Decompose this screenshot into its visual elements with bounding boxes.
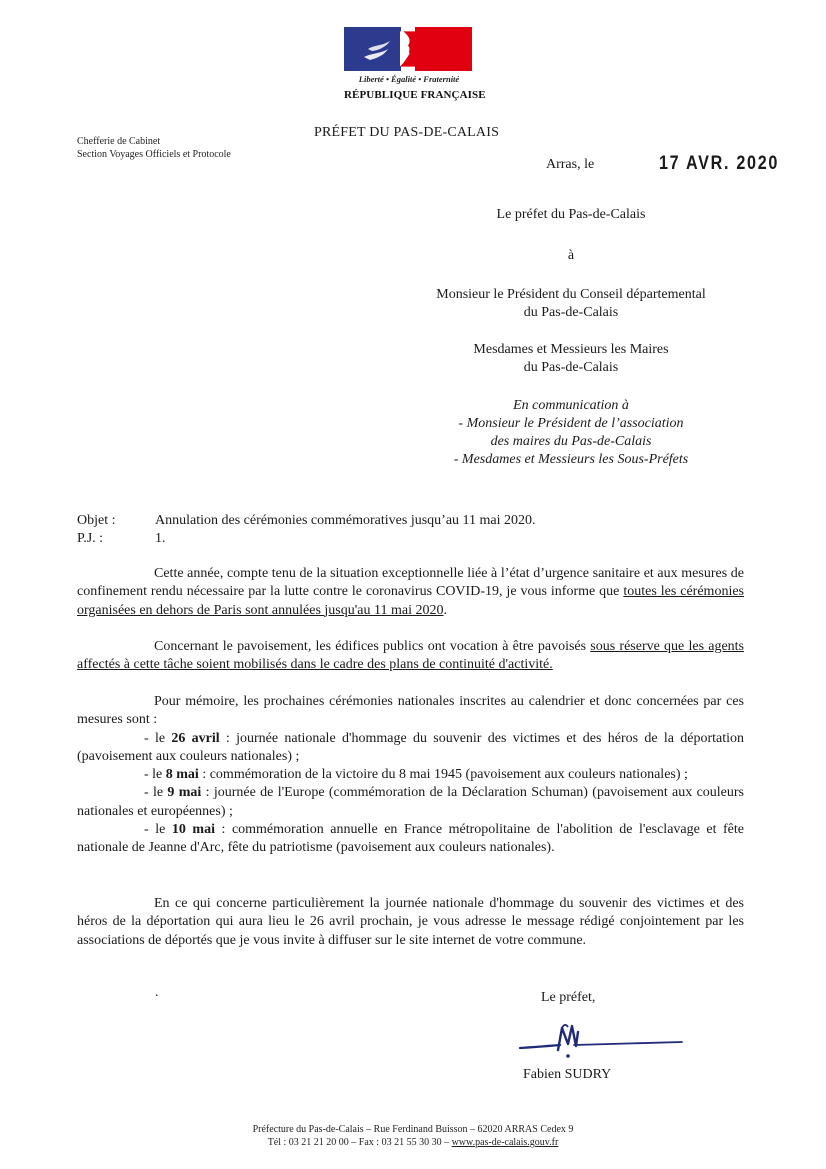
paragraph-3 — [77, 693, 744, 858]
place: Arras, le — [546, 157, 595, 172]
cc-line-2: des maires du Pas-de-Calais — [490, 434, 652, 449]
paragraph-2 — [77, 638, 744, 675]
ceremony-item-2 — [77, 766, 744, 784]
item-2-text: : commémoration de la victoire du 8 mai 1945 (pavoisement aux couleurs nationales) ; — [198, 767, 688, 783]
republic-name: RÉPUBLIQUE FRANÇAISE — [344, 89, 486, 101]
item-3-date: 9 mai — [167, 785, 202, 801]
stray-dot: . — [155, 985, 159, 1000]
marianne-blue-panel — [344, 27, 401, 71]
ceremony-item-4 — [77, 821, 744, 858]
republique-francaise-logo — [344, 27, 486, 101]
item-1-prefix: - le — [144, 730, 172, 746]
service-line-1: Chefferie de Cabinet — [77, 136, 161, 147]
recipient-2-line-1: Mesdames et Messieurs les Maires — [473, 342, 669, 357]
p3-text: Pour mémoire, les prochaines cérémonies nationales inscrites au calendrier et donc concernées par ces mesures sont : — [77, 694, 744, 728]
item-4-date: 10 mai — [171, 822, 215, 838]
recipient-1-line-1: Monsieur le Président du Conseil départemental — [436, 287, 706, 302]
item-1-date: 26 avril — [171, 730, 220, 746]
service-line-2: Section Voyages Officiels et Protocole — [77, 149, 231, 160]
footer-website-link[interactable]: www.pas-de-calais.gouv.fr — [451, 1137, 559, 1148]
marianne-profile-icon — [400, 27, 416, 71]
cc-block — [400, 397, 742, 469]
ceremony-item-3 — [77, 784, 744, 821]
objet-block — [77, 512, 536, 548]
ceremony-item-1 — [77, 730, 744, 767]
marianne-red-panel — [415, 27, 472, 71]
prefet-title: PRÉFET DU PAS-DE-CALAIS — [314, 125, 500, 140]
recipient-2-line-2: du Pas-de-Calais — [523, 360, 619, 375]
p1-underlined: toutes les cérémonies organisées en dehors de Paris sont annulées jusqu'au 11 mai 2020 — [77, 584, 744, 618]
item-3-prefix: - le — [144, 785, 168, 801]
objet-label: Objet : — [77, 513, 116, 528]
recipient-1-line-2: du Pas-de-Calais — [523, 305, 619, 320]
recipient-2 — [400, 341, 742, 377]
pj-value: 1. — [155, 531, 166, 546]
p2-text: Concernant le pavoisement, les édifices publics ont vocation à être pavoisés — [154, 639, 591, 654]
objet-value: Annulation des cérémonies commémoratives jusqu’au 11 mai 2020. — [155, 513, 536, 528]
date-stamp: 17 AVR. 2020 — [659, 153, 780, 174]
to-line: à — [567, 248, 575, 263]
handwritten-signature — [518, 1018, 686, 1060]
item-1-text: : journée nationale d'hommage du souvenir des victimes et des héros de la déportation (pavoisement aux couleurs nationales) ; — [77, 730, 744, 764]
cc-line-3: - Mesdames et Messieurs les Sous-Préfets — [453, 452, 689, 467]
service-block — [77, 135, 231, 161]
cc-intro: En communication à — [513, 398, 629, 413]
recipient-1 — [400, 286, 742, 322]
footer-phones: Tél : 03 21 21 20 00 – Fax : 03 21 55 30 30 – — [267, 1137, 452, 1148]
footer-address: Préfecture du Pas-de-Calais – Rue Ferdinand Buisson – 62020 ARRAS Cedex 9 — [252, 1124, 574, 1135]
sender-line: Le préfet du Pas-de-Calais — [496, 207, 646, 222]
p1-text: Cette année, compte tenu de la situation exceptionnelle liée à l’état d’urgence sanitaire et aux mesures de confinement rendu nécessaire par la lutte contre le coronavirus COVID-19, je vous informe que — [77, 566, 744, 600]
cc-line-1: - Monsieur le Président de l’association — [458, 416, 684, 431]
p4-text: En ce qui concerne particulièrement la journée nationale d'hommage du souvenir des victimes et des héros de la déportation qui aura lieu le 26 avril prochain, je vous adresse le message rédigé conjointement par les associations de déportés que je vous invite à diffuser sur le site internet de votre commune. — [77, 896, 744, 948]
republic-motto: Liberté • Égalité • Fraternité — [358, 74, 460, 84]
p2-underlined: sous réserve que les agents affectés à cette tâche soient mobilisés dans le cadre des plans de continuité d'activité. — [77, 639, 745, 673]
signer-name: Fabien SUDRY — [523, 1067, 612, 1082]
item-4-prefix: - le — [144, 822, 172, 838]
item-2-date: 8 mai — [165, 767, 199, 783]
paragraph-4 — [77, 895, 744, 950]
p1-end: . — [443, 602, 447, 618]
footer — [0, 1123, 826, 1149]
item-3-text: : journée de l'Europe (commémoration de la Déclaration Schuman) (pavoisement aux couleurs nationales et européennes) ; — [77, 785, 745, 819]
paragraph-1 — [77, 565, 744, 620]
footer-contact — [0, 1136, 826, 1149]
item-2-prefix: - le — [144, 767, 166, 783]
item-4-text: : commémoration annuelle en France métropolitaine de l'abolition de l'esclavage et fête nationale de Jeanne d'Arc, fête du patriotisme (pavoisement aux couleurs nationales). — [77, 822, 745, 856]
pj-label: P.J. : — [77, 531, 104, 546]
signature-title: Le préfet, — [541, 990, 596, 1005]
